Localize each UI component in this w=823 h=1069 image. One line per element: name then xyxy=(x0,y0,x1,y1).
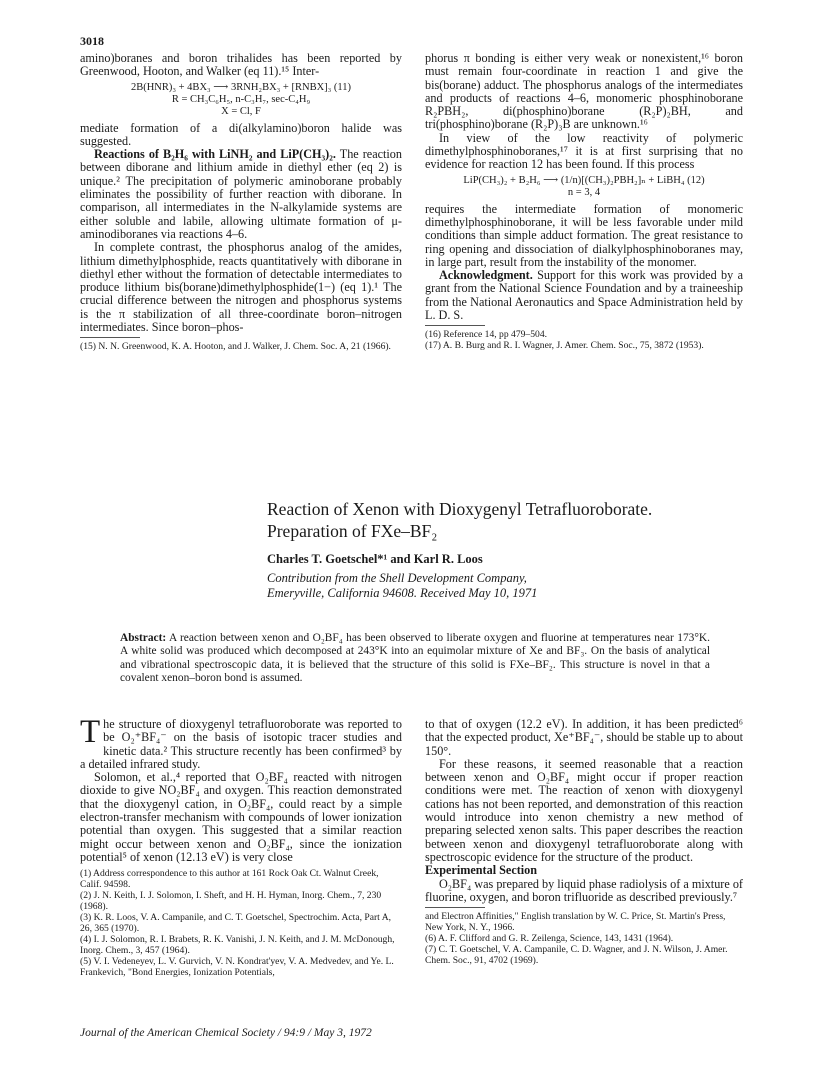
reference-16: (16) Reference 14, pp 479–504. xyxy=(425,329,548,341)
reference-6: (6) A. F. Clifford and G. R. Zeilenga, Science, 143, 1431 (1964). xyxy=(425,933,674,945)
reference-7: (7) C. T. Goetschel, V. A. Campanile, C. D. Wagner, and J. N. Wilson, J. Amer. Chem. Soc., 91, 4702 (1969). xyxy=(425,944,728,967)
paragraph-reasons: For these reasons, it seemed reasonable that a reaction between xenon and O₂BF₄ might occur if proper reaction conditions were met. The reaction of xenon with dioxygenyl cations has not been reported, and demonstration of this reaction would introduce into xenon chemistry a new method of preparing selected xenon salts. This paper describes the reaction between xenon and dioxygenyl tetrafluoroborate along with spectroscopic evidence for the structure of the product. xyxy=(425,756,743,864)
equation-12-line: LiP(CH₃)₂ + B₂H₆ ⟶ (1/n)[(CH₃)₂PBH₂]ₙ + LiBH₄ (12) xyxy=(463,174,705,186)
acknowledgment-body: Support for this work was provided by a grant from the National Science Foundation and by a traineeship from the National Aeronautics and Space Administration held by L. D. S. xyxy=(425,268,743,323)
reference-15: (15) N. N. Greenwood, K. A. Hooton, and J. Walker, J. Chem. Soc. A, 21 (1966). xyxy=(80,341,391,353)
reference-2: (2) J. N. Keith, I. J. Solomon, I. Sheft, and H. H. Hyman, Inorg. Chem., 7, 230 (1968). xyxy=(80,890,382,913)
paragraph-mediate: mediate formation of a di(alkylamino)boron halide was suggested. xyxy=(80,120,402,148)
top-right-column xyxy=(425,52,743,351)
footnotes xyxy=(425,329,743,351)
paragraph-continued: amino)boranes and boron trihalides has been reported by Greenwood, Hooton, and Walker (eq 11).¹⁵ Inter- xyxy=(80,51,402,79)
paragraph-view: In view of the low reactivity of polymeric dimethylphosphinoboranes,¹⁷ it is at first surprising that no evidence for reaction 12 has been found. If this process xyxy=(425,130,743,172)
footnote-divider xyxy=(80,337,140,338)
abstract xyxy=(120,632,710,685)
paragraph-acknowledgment xyxy=(425,269,743,322)
article-title-line-2: Preparation of FXe–BF₂ xyxy=(267,521,438,541)
article-authors: Charles T. Goetschel*¹ and Karl R. Loos xyxy=(267,552,483,566)
paragraph-body: The reaction between diborane and lithium amide in diethyl ether (eq 2) is unique.² The precipitation of polymeric aminoborane probably eliminates the possibility of further reaction with diborane. In comparison, all intermediates in the N-alkylamide systems are either soluble and labile, allowing ultimate formation of μ-aminodiboranes via reactions 4–6. xyxy=(80,147,402,241)
affiliation-line-2: Emeryville, California 94608. Received May 10, 1971 xyxy=(267,586,538,600)
abstract-heading: Abstract: xyxy=(120,632,167,644)
paragraph-intro xyxy=(80,714,402,771)
acknowledgment-heading: Acknowledgment. xyxy=(439,268,533,283)
section-run-in-heading: Reactions of B₂H₆ with LiNH₂ and LiP(CH₃)₂. xyxy=(94,147,336,162)
top-left-column xyxy=(80,52,402,352)
reference-3: (3) K. R. Loos, V. A. Campanile, and C. T. Goetschel, Spectrochim. Acta, Part A, 26, 365 (1970). xyxy=(80,912,392,935)
equation-11-line: 2B(HNR)₃ + 4BX₃ ⟶ 3RNH₂BX₃ + [RNBX]₃ (11) xyxy=(130,81,352,93)
bottom-left-column xyxy=(80,714,402,979)
section-heading-experimental: Experimental Section xyxy=(425,863,538,878)
footnote-divider xyxy=(425,325,485,326)
affiliation-line-1: Contribution from the Shell Development Company, xyxy=(267,571,527,585)
paragraph-requires: requires the intermediate formation of monomeric dimethylphosphinoborane, it will be less favorable under mild conditions than simple adduct formation. The great resistance to ring opening and dissociation of dialkylphosphinoboranes may, in large part, result from the instability of the monomer. xyxy=(425,201,743,269)
article-title xyxy=(267,498,737,542)
equation-12 xyxy=(425,175,743,199)
article-affiliation xyxy=(267,571,537,601)
paragraph-experimental: O₂BF₄ was prepared by liquid phase radiolysis of a mixture of fluorine, oxygen, and boron trifluoride as described previously.⁷ xyxy=(425,876,743,904)
footnotes xyxy=(80,868,402,978)
reference-5: (5) V. I. Vedeneyev, L. V. Gurvich, V. N. Kondrat'yev, V. A. Medvedev, and Ye. L. Frankevich, "Bond Energies, Ionization Potentials, xyxy=(80,956,394,979)
paragraph-oxygen: to that of oxygen (12.2 eV). In addition, it has been predicted⁶ that the expected product, Xe⁺BF₄⁻, should be stable up to about 150°. xyxy=(425,717,743,758)
article-title-line-1: Reaction of Xenon with Dioxygenyl Tetrafluoroborate. xyxy=(267,499,653,519)
bottom-right-column xyxy=(425,718,743,966)
reference-17: (17) A. B. Burg and R. I. Wagner, J. Amer. Chem. Soc., 75, 3872 (1953). xyxy=(425,340,704,352)
reference-4: (4) I. J. Solomon, R. I. Brabets, R. K. Vanishi, J. N. Keith, and J. M. McDonough, Inorg. Chem., 3, 457 (1964). xyxy=(80,934,395,957)
abstract-body: A reaction between xenon and O₂BF₄ has been observed to liberate oxygen and fluorine at temperatures near 173°K. A white solid was produced which decomposed at 243°K into an equimolar mixture of Xe and BF₃. On the basis of analytical and vibrational spectroscopic data, it is believed that the structure of this solid is FXe–BF₂. This structure is novel in that a covalent xenon–boron bond is assumed. xyxy=(120,632,710,684)
paragraph-solomon: Solomon, et al.,⁴ reported that O₂BF₄ reacted with nitrogen dioxide to give NO₂BF₄ and oxygen. This reaction demonstrated that the dioxygenyl cation, in O₂BF₄, could react by a simple electron-transfer mechanism with compounds of lower ionization potential than oxygen. This suggested that a similar reaction might occur between xenon and O₂BF₄, since the ionization potential⁵ of xenon (12.13 eV) is very close xyxy=(80,770,402,864)
paragraph-intro-text: he structure of dioxygenyl tetrafluoroborate was reported to be O₂⁺BF₄⁻ on the basis of isotopic tracer studies and kinetic data.² This structure recently has been confirmed³ by a detailed infrared study. xyxy=(80,717,402,771)
journal-footer: Journal of the American Chemical Society / 94:9 / May 3, 1972 xyxy=(80,1027,372,1039)
paragraph-reactions-b2h6 xyxy=(80,148,402,241)
reference-5-continued: and Electron Affinities," English translation by W. C. Price, St. Martin's Press, New York, N. Y., 1966. xyxy=(425,911,726,934)
equation-12-definition: n = 3, 4 xyxy=(567,186,601,198)
footnotes xyxy=(425,911,743,966)
page-number: 3018 xyxy=(80,34,104,48)
reference-1: (1) Address correspondence to this author at 161 Rock Oak Ct. Walnut Creek, Calif. 94598. xyxy=(80,868,379,891)
equation-11-definition-x: X = Cl, F xyxy=(221,105,261,117)
drop-cap: T xyxy=(80,714,101,750)
footnotes xyxy=(80,341,402,352)
paragraph-complete-contrast: In complete contrast, the phosphorus analog of the amides, lithium dimethylphosphide, reacts quantitatively with diborane in diethyl ether without the formation of detectable intermediates to produce lithium bis(borane)dimethylphosphide(1−) (eq 1).¹ The crucial difference between the nitrogen and phosphorus systems is the π stabilization of all three-coordinate boron–nitrogen intermediates. Since boron–phos- xyxy=(80,240,402,335)
equation-11-definition-r: R = CH₃C₆H₅, n-C₃H₇, sec-C₄H₉ xyxy=(171,93,311,105)
equation-11 xyxy=(80,82,402,118)
paragraph-phosphorus: phorus π bonding is either very weak or nonexistent,¹⁶ boron must remain four-coordinate in reaction 1 and give the bis(borane) adduct. The phosphorus analogs of the intermediates and products of reactions 4–6, monomeric phosphinoborane R₂PBH₂, di(phosphino)borane (R₂P)₂BH, and tri(phosphino)borane (R₂P)₃B are unknown.¹⁶ xyxy=(425,51,743,132)
footnote-divider xyxy=(425,907,485,908)
